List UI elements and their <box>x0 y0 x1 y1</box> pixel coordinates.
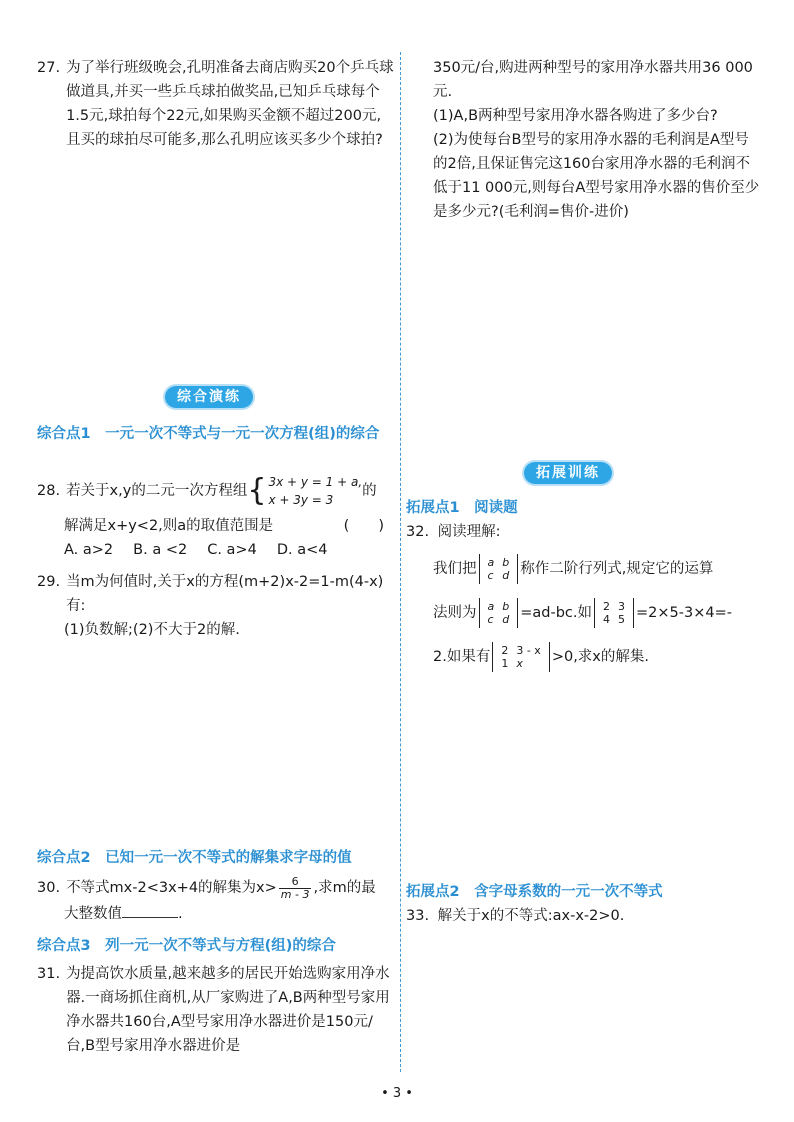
equation-1: 3x + y = 1 + a, <box>268 475 363 489</box>
det-cell: a <box>487 556 495 569</box>
fraction-numerator: 6 <box>291 874 299 888</box>
comprehensive-point-2: 综合点2 已知一元一次不等式的解集求字母的值 <box>37 850 352 866</box>
option-b: B. a <2 <box>133 542 188 558</box>
question-31 <box>37 962 394 1058</box>
comprehensive-point-1: 综合点1 一元一次不等式与一元一次方程(组)的综合 <box>37 426 380 442</box>
question-number: 28. <box>37 483 61 499</box>
question-text: 当m为何值时,关于x的方程(m+2)x-2=1-m(4-x)有: <box>66 574 384 614</box>
question-number: 29. <box>37 574 61 590</box>
page-number: • 3 • <box>381 1086 413 1101</box>
question-text: 为提高饮水质量,越来越多的居民开始选购家用净水器.一商场抓住商机,从厂家购进了A,B两种型号家用净水器共160台,A型号家用净水器进价是150元/台,B型号家用净水器进价是 <box>66 966 390 1054</box>
text-fragment: >0,求x的解集. <box>551 649 650 665</box>
question-text-post: ,求m的最 <box>313 880 376 896</box>
column-divider <box>400 52 401 1072</box>
question-31-continued: 350元/台,购进两种型号的家用净水器共用36 000元. <box>433 60 753 100</box>
answer-options <box>37 538 394 562</box>
q32-line-1 <box>406 552 762 586</box>
det-cell: 2 <box>501 644 509 657</box>
question-32 <box>406 520 762 544</box>
determinant-example <box>594 598 634 628</box>
det-cell: b <box>502 556 510 569</box>
question-text-pre: 若关于x,y的二元一次方程组 <box>66 483 248 499</box>
det-cell: c <box>487 613 494 626</box>
fraction-denominator: m - 3 <box>280 887 310 901</box>
determinant-generic <box>479 554 519 584</box>
option-d: D. a<4 <box>276 542 328 558</box>
answer-paren: ( ) <box>343 518 384 534</box>
question-text-post: 的 <box>362 483 377 499</box>
question-31-sub-1: (1)A,B两种型号家用净水器各购进了多少台? <box>433 108 718 124</box>
det-cell: d <box>502 613 510 626</box>
det-cell: 4 <box>603 613 610 626</box>
det-cell: c <box>487 569 494 582</box>
det-cell: 3 - x <box>516 644 541 657</box>
det-cell: d <box>502 569 510 582</box>
option-a: A. a>2 <box>64 542 114 558</box>
question-text-pre: 不等式mx-2<3x+4的解集为x> <box>66 880 277 896</box>
q32-line-2 <box>406 596 762 630</box>
text-fragment: 称作二阶行列式,规定它的运算 <box>520 561 714 577</box>
question-30 <box>37 874 394 926</box>
determinant-generic <box>479 598 519 628</box>
q32-line-3 <box>406 640 762 674</box>
det-cell: a <box>487 600 495 613</box>
question-31-sub-2: (2)为使每台B型号的家用净水器的毛利润是A型号的2倍,且保证售完这160台家用净水器的毛利润不低于11 000元,则每台A型号家用净水器的售价至少是多少元?(毛利润=售价-进价) <box>433 132 760 220</box>
question-title: 阅读理解: <box>437 524 501 540</box>
question-text: 解关于x的不等式:ax-x-2>0. <box>437 908 625 924</box>
question-27 <box>37 56 394 152</box>
question-text: 为了举行班级晚会,孔明准备去商店购买20个乒乓球做道具,并买一些乒乓球拍做奖品,已知乒乓球每个1.5元,球拍每个22元,如果购买金额不超过200元,且买的球拍尽可能多,那么孔明应该买多少个球拍? <box>66 60 394 148</box>
question-29-sub: (1)负数解;(2)不大于2的解. <box>64 622 240 638</box>
question-number: 31. <box>37 966 61 982</box>
text-fragment: =2×5-3×4=- <box>636 605 732 621</box>
comprehensive-point-3: 综合点3 列一元一次不等式与方程(组)的综合 <box>37 938 336 954</box>
det-cell: x <box>516 657 523 670</box>
text-fragment: 2.如果有 <box>433 649 491 665</box>
question-number: 30. <box>37 880 61 896</box>
det-cell: 2 <box>603 600 610 613</box>
equation-2: x + 3y = 3 <box>268 493 334 507</box>
det-cell: b <box>502 600 510 613</box>
det-cell: 3 <box>618 600 625 613</box>
extension-point-1: 拓展点1 阅读题 <box>406 500 518 516</box>
question-28 <box>37 473 394 562</box>
question-number: 32. <box>406 524 430 540</box>
det-cell: 1 <box>501 657 509 670</box>
section-banner-extension: 拓展训练 <box>524 462 612 484</box>
left-brace: { <box>247 473 267 508</box>
question-33 <box>406 904 762 928</box>
answer-blank[interactable] <box>122 903 178 918</box>
text-fragment: 法则为 <box>433 605 477 621</box>
question-number: 33. <box>406 908 430 924</box>
det-cell: 5 <box>618 613 625 626</box>
section-banner-comprehensive: 综合演练 <box>165 386 253 408</box>
determinant-problem <box>492 642 549 672</box>
text-fragment: 我们把 <box>433 561 477 577</box>
period: . <box>178 906 183 922</box>
option-c: C. a>4 <box>207 542 257 558</box>
question-text-line2: 大整数值 <box>64 906 122 922</box>
question-29 <box>37 570 394 618</box>
text-fragment: =ad-bc.如 <box>520 605 592 621</box>
fraction <box>279 876 312 901</box>
equation-system <box>247 473 362 509</box>
question-number: 27. <box>37 60 61 76</box>
extension-point-2: 拓展点2 含字母系数的一元一次不等式 <box>406 884 663 900</box>
question-text-line2: 解满足x+y<2,则a的取值范围是 <box>64 518 274 534</box>
